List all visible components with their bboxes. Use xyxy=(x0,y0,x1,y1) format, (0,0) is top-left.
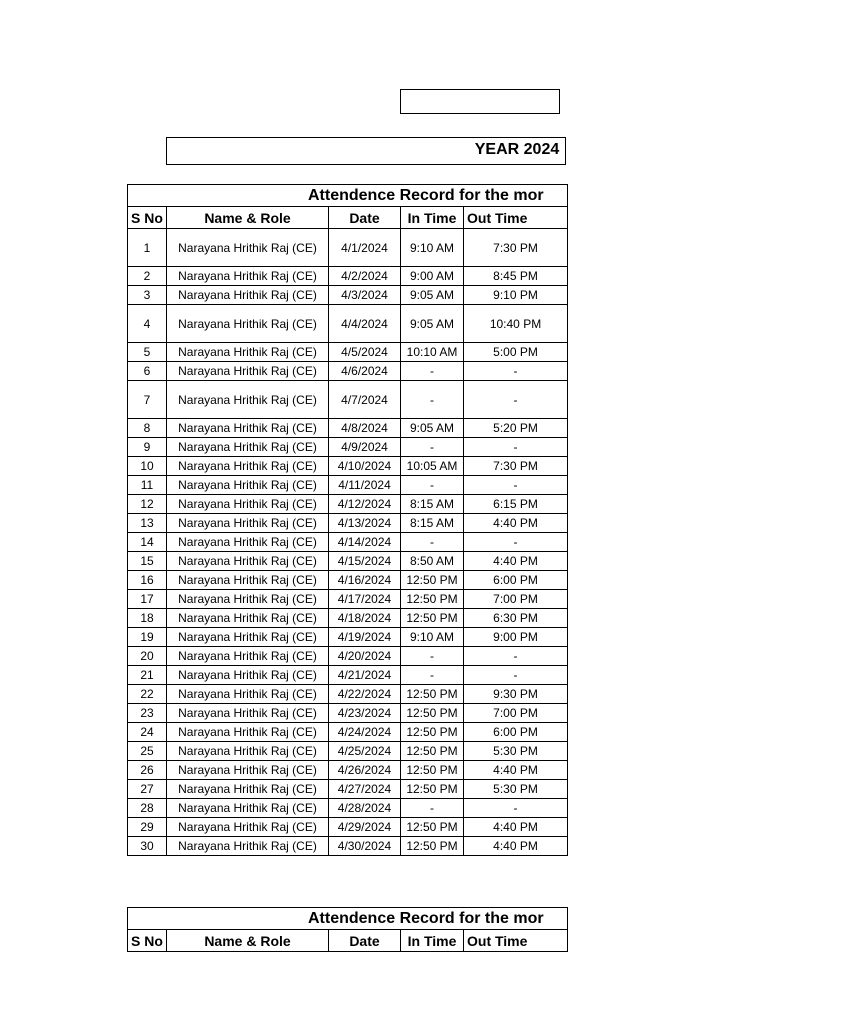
table-row xyxy=(128,286,568,305)
cell-in-time: 12:50 PM xyxy=(401,609,464,628)
header-date: Date xyxy=(329,207,401,229)
cell-sno: 5 xyxy=(128,343,167,362)
cell-out-time: - xyxy=(464,666,568,685)
cell-date: 4/1/2024 xyxy=(329,229,401,267)
cell-sno: 15 xyxy=(128,552,167,571)
cell-out-time: 8:45 PM xyxy=(464,267,568,286)
cell-sno: 11 xyxy=(128,476,167,495)
header-sno: S No xyxy=(128,207,167,229)
header-out-time: Out Time xyxy=(464,930,568,952)
cell-date: 4/5/2024 xyxy=(329,343,401,362)
cell-date: 4/17/2024 xyxy=(329,590,401,609)
cell-name-role: Narayana Hrithik Raj (CE) xyxy=(167,495,329,514)
cell-out-time: - xyxy=(464,476,568,495)
cell-in-time: 12:50 PM xyxy=(401,571,464,590)
cell-out-time: 10:40 PM xyxy=(464,305,568,343)
cell-out-time: - xyxy=(464,438,568,457)
table-row xyxy=(128,419,568,438)
cell-in-time: 12:50 PM xyxy=(401,818,464,837)
cell-in-time: 9:10 AM xyxy=(401,229,464,267)
table-row xyxy=(128,799,568,818)
cell-name-role: Narayana Hrithik Raj (CE) xyxy=(167,799,329,818)
cell-sno: 13 xyxy=(128,514,167,533)
cell-sno: 16 xyxy=(128,571,167,590)
table-row xyxy=(128,362,568,381)
header-in-time: In Time xyxy=(401,930,464,952)
cell-in-time: - xyxy=(401,362,464,381)
cell-name-role: Narayana Hrithik Raj (CE) xyxy=(167,438,329,457)
table-row xyxy=(128,476,568,495)
cell-date: 4/6/2024 xyxy=(329,362,401,381)
cell-date: 4/14/2024 xyxy=(329,533,401,552)
cell-name-role: Narayana Hrithik Raj (CE) xyxy=(167,286,329,305)
cell-date: 4/4/2024 xyxy=(329,305,401,343)
cell-sno: 8 xyxy=(128,419,167,438)
attendance-table-1 xyxy=(127,184,568,856)
cell-date: 4/24/2024 xyxy=(329,723,401,742)
cell-sno: 9 xyxy=(128,438,167,457)
cell-sno: 14 xyxy=(128,533,167,552)
cell-in-time: 8:50 AM xyxy=(401,552,464,571)
cell-out-time: 6:30 PM xyxy=(464,609,568,628)
table-row xyxy=(128,609,568,628)
header-cell-box xyxy=(400,89,560,114)
cell-in-time: 8:15 AM xyxy=(401,514,464,533)
cell-sno: 17 xyxy=(128,590,167,609)
cell-out-time: 9:30 PM xyxy=(464,685,568,704)
cell-name-role: Narayana Hrithik Raj (CE) xyxy=(167,476,329,495)
cell-sno: 6 xyxy=(128,362,167,381)
cell-date: 4/23/2024 xyxy=(329,704,401,723)
cell-in-time: 9:05 AM xyxy=(401,419,464,438)
cell-sno: 21 xyxy=(128,666,167,685)
cell-sno: 3 xyxy=(128,286,167,305)
table-row xyxy=(128,533,568,552)
table-row xyxy=(128,552,568,571)
table-row xyxy=(128,761,568,780)
cell-sno: 24 xyxy=(128,723,167,742)
cell-date: 4/13/2024 xyxy=(329,514,401,533)
cell-in-time: 12:50 PM xyxy=(401,742,464,761)
cell-date: 4/10/2024 xyxy=(329,457,401,476)
header-date: Date xyxy=(329,930,401,952)
table-row xyxy=(128,590,568,609)
cell-name-role: Narayana Hrithik Raj (CE) xyxy=(167,647,329,666)
cell-in-time: 9:05 AM xyxy=(401,286,464,305)
table-row xyxy=(128,457,568,476)
cell-out-time: 6:00 PM xyxy=(464,723,568,742)
cell-out-time: 5:20 PM xyxy=(464,419,568,438)
cell-name-role: Narayana Hrithik Raj (CE) xyxy=(167,305,329,343)
cell-out-time: 4:40 PM xyxy=(464,818,568,837)
cell-name-role: Narayana Hrithik Raj (CE) xyxy=(167,514,329,533)
cell-out-time: - xyxy=(464,362,568,381)
cell-sno: 27 xyxy=(128,780,167,799)
cell-date: 4/20/2024 xyxy=(329,647,401,666)
header-sno: S No xyxy=(128,930,167,952)
cell-in-time: 12:50 PM xyxy=(401,723,464,742)
cell-in-time: - xyxy=(401,647,464,666)
cell-date: 4/11/2024 xyxy=(329,476,401,495)
cell-sno: 28 xyxy=(128,799,167,818)
cell-in-time: - xyxy=(401,476,464,495)
cell-out-time: 9:10 PM xyxy=(464,286,568,305)
cell-name-role: Narayana Hrithik Raj (CE) xyxy=(167,761,329,780)
cell-in-time: 8:15 AM xyxy=(401,495,464,514)
cell-name-role: Narayana Hrithik Raj (CE) xyxy=(167,837,329,856)
cell-in-time: - xyxy=(401,438,464,457)
table-row xyxy=(128,666,568,685)
cell-in-time: - xyxy=(401,799,464,818)
year-title-box xyxy=(166,137,566,165)
cell-out-time: 5:30 PM xyxy=(464,780,568,799)
cell-name-role: Narayana Hrithik Raj (CE) xyxy=(167,723,329,742)
cell-name-role: Narayana Hrithik Raj (CE) xyxy=(167,628,329,647)
table-row xyxy=(128,723,568,742)
cell-name-role: Narayana Hrithik Raj (CE) xyxy=(167,742,329,761)
cell-name-role: Narayana Hrithik Raj (CE) xyxy=(167,818,329,837)
cell-out-time: 4:40 PM xyxy=(464,761,568,780)
year-title: YEAR 2024 xyxy=(474,141,560,158)
cell-out-time: 4:40 PM xyxy=(464,552,568,571)
cell-in-time: 12:50 PM xyxy=(401,761,464,780)
cell-in-time: 12:50 PM xyxy=(401,685,464,704)
header-out-time: Out Time xyxy=(464,207,568,229)
table-row xyxy=(128,438,568,457)
table-row xyxy=(128,514,568,533)
header-in-time: In Time xyxy=(401,207,464,229)
cell-sno: 10 xyxy=(128,457,167,476)
cell-name-role: Narayana Hrithik Raj (CE) xyxy=(167,590,329,609)
cell-in-time: 9:00 AM xyxy=(401,267,464,286)
cell-out-time: 6:00 PM xyxy=(464,571,568,590)
cell-sno: 12 xyxy=(128,495,167,514)
cell-name-role: Narayana Hrithik Raj (CE) xyxy=(167,533,329,552)
cell-date: 4/22/2024 xyxy=(329,685,401,704)
table-title: Attendence Record for the mor xyxy=(128,185,568,207)
cell-out-time: - xyxy=(464,381,568,419)
table-row xyxy=(128,780,568,799)
cell-name-role: Narayana Hrithik Raj (CE) xyxy=(167,552,329,571)
table-row xyxy=(128,837,568,856)
cell-name-role: Narayana Hrithik Raj (CE) xyxy=(167,457,329,476)
cell-date: 4/15/2024 xyxy=(329,552,401,571)
attendance-table-2 xyxy=(127,907,568,952)
cell-in-time: 12:50 PM xyxy=(401,590,464,609)
cell-date: 4/16/2024 xyxy=(329,571,401,590)
cell-date: 4/21/2024 xyxy=(329,666,401,685)
cell-out-time: 7:30 PM xyxy=(464,229,568,267)
cell-sno: 19 xyxy=(128,628,167,647)
cell-name-role: Narayana Hrithik Raj (CE) xyxy=(167,704,329,723)
cell-sno: 1 xyxy=(128,229,167,267)
cell-date: 4/18/2024 xyxy=(329,609,401,628)
cell-name-role: Narayana Hrithik Raj (CE) xyxy=(167,685,329,704)
cell-out-time: - xyxy=(464,533,568,552)
cell-in-time: 10:10 AM xyxy=(401,343,464,362)
cell-sno: 29 xyxy=(128,818,167,837)
cell-out-time: - xyxy=(464,799,568,818)
cell-out-time: 4:40 PM xyxy=(464,837,568,856)
cell-name-role: Narayana Hrithik Raj (CE) xyxy=(167,381,329,419)
cell-name-role: Narayana Hrithik Raj (CE) xyxy=(167,343,329,362)
cell-name-role: Narayana Hrithik Raj (CE) xyxy=(167,267,329,286)
table-row xyxy=(128,818,568,837)
cell-sno: 2 xyxy=(128,267,167,286)
cell-out-time: 7:00 PM xyxy=(464,704,568,723)
cell-out-time: 5:30 PM xyxy=(464,742,568,761)
cell-sno: 20 xyxy=(128,647,167,666)
table-title: Attendence Record for the mor xyxy=(128,908,568,930)
table-row xyxy=(128,305,568,343)
cell-out-time: 6:15 PM xyxy=(464,495,568,514)
header-name-role: Name & Role xyxy=(167,930,329,952)
cell-date: 4/12/2024 xyxy=(329,495,401,514)
cell-in-time: - xyxy=(401,381,464,419)
cell-in-time: 10:05 AM xyxy=(401,457,464,476)
cell-date: 4/30/2024 xyxy=(329,837,401,856)
cell-sno: 30 xyxy=(128,837,167,856)
cell-out-time: 9:00 PM xyxy=(464,628,568,647)
cell-name-role: Narayana Hrithik Raj (CE) xyxy=(167,362,329,381)
cell-date: 4/3/2024 xyxy=(329,286,401,305)
table-row xyxy=(128,647,568,666)
cell-in-time: - xyxy=(401,533,464,552)
cell-date: 4/27/2024 xyxy=(329,780,401,799)
cell-out-time: 7:30 PM xyxy=(464,457,568,476)
cell-name-role: Narayana Hrithik Raj (CE) xyxy=(167,229,329,267)
cell-name-role: Narayana Hrithik Raj (CE) xyxy=(167,419,329,438)
cell-in-time: 9:05 AM xyxy=(401,305,464,343)
header-row xyxy=(128,207,568,229)
cell-sno: 25 xyxy=(128,742,167,761)
cell-date: 4/2/2024 xyxy=(329,267,401,286)
table-row xyxy=(128,229,568,267)
table-row xyxy=(128,704,568,723)
cell-name-role: Narayana Hrithik Raj (CE) xyxy=(167,571,329,590)
cell-name-role: Narayana Hrithik Raj (CE) xyxy=(167,780,329,799)
cell-name-role: Narayana Hrithik Raj (CE) xyxy=(167,609,329,628)
table-row xyxy=(128,742,568,761)
cell-date: 4/19/2024 xyxy=(329,628,401,647)
cell-out-time: 7:00 PM xyxy=(464,590,568,609)
cell-sno: 23 xyxy=(128,704,167,723)
table-row xyxy=(128,685,568,704)
table-row xyxy=(128,495,568,514)
cell-date: 4/28/2024 xyxy=(329,799,401,818)
cell-sno: 26 xyxy=(128,761,167,780)
header-row xyxy=(128,930,568,952)
cell-sno: 4 xyxy=(128,305,167,343)
cell-out-time: 5:00 PM xyxy=(464,343,568,362)
cell-date: 4/29/2024 xyxy=(329,818,401,837)
cell-in-time: - xyxy=(401,666,464,685)
cell-out-time: 4:40 PM xyxy=(464,514,568,533)
cell-date: 4/7/2024 xyxy=(329,381,401,419)
table-body xyxy=(128,229,568,856)
table-row xyxy=(128,628,568,647)
cell-sno: 18 xyxy=(128,609,167,628)
cell-sno: 7 xyxy=(128,381,167,419)
cell-date: 4/8/2024 xyxy=(329,419,401,438)
table-row xyxy=(128,343,568,362)
cell-in-time: 12:50 PM xyxy=(401,780,464,799)
cell-date: 4/25/2024 xyxy=(329,742,401,761)
cell-in-time: 12:50 PM xyxy=(401,837,464,856)
cell-name-role: Narayana Hrithik Raj (CE) xyxy=(167,666,329,685)
table-row xyxy=(128,381,568,419)
cell-out-time: - xyxy=(464,647,568,666)
table-row xyxy=(128,267,568,286)
header-name-role: Name & Role xyxy=(167,207,329,229)
cell-sno: 22 xyxy=(128,685,167,704)
cell-date: 4/9/2024 xyxy=(329,438,401,457)
cell-date: 4/26/2024 xyxy=(329,761,401,780)
cell-in-time: 12:50 PM xyxy=(401,704,464,723)
table-row xyxy=(128,571,568,590)
cell-in-time: 9:10 AM xyxy=(401,628,464,647)
